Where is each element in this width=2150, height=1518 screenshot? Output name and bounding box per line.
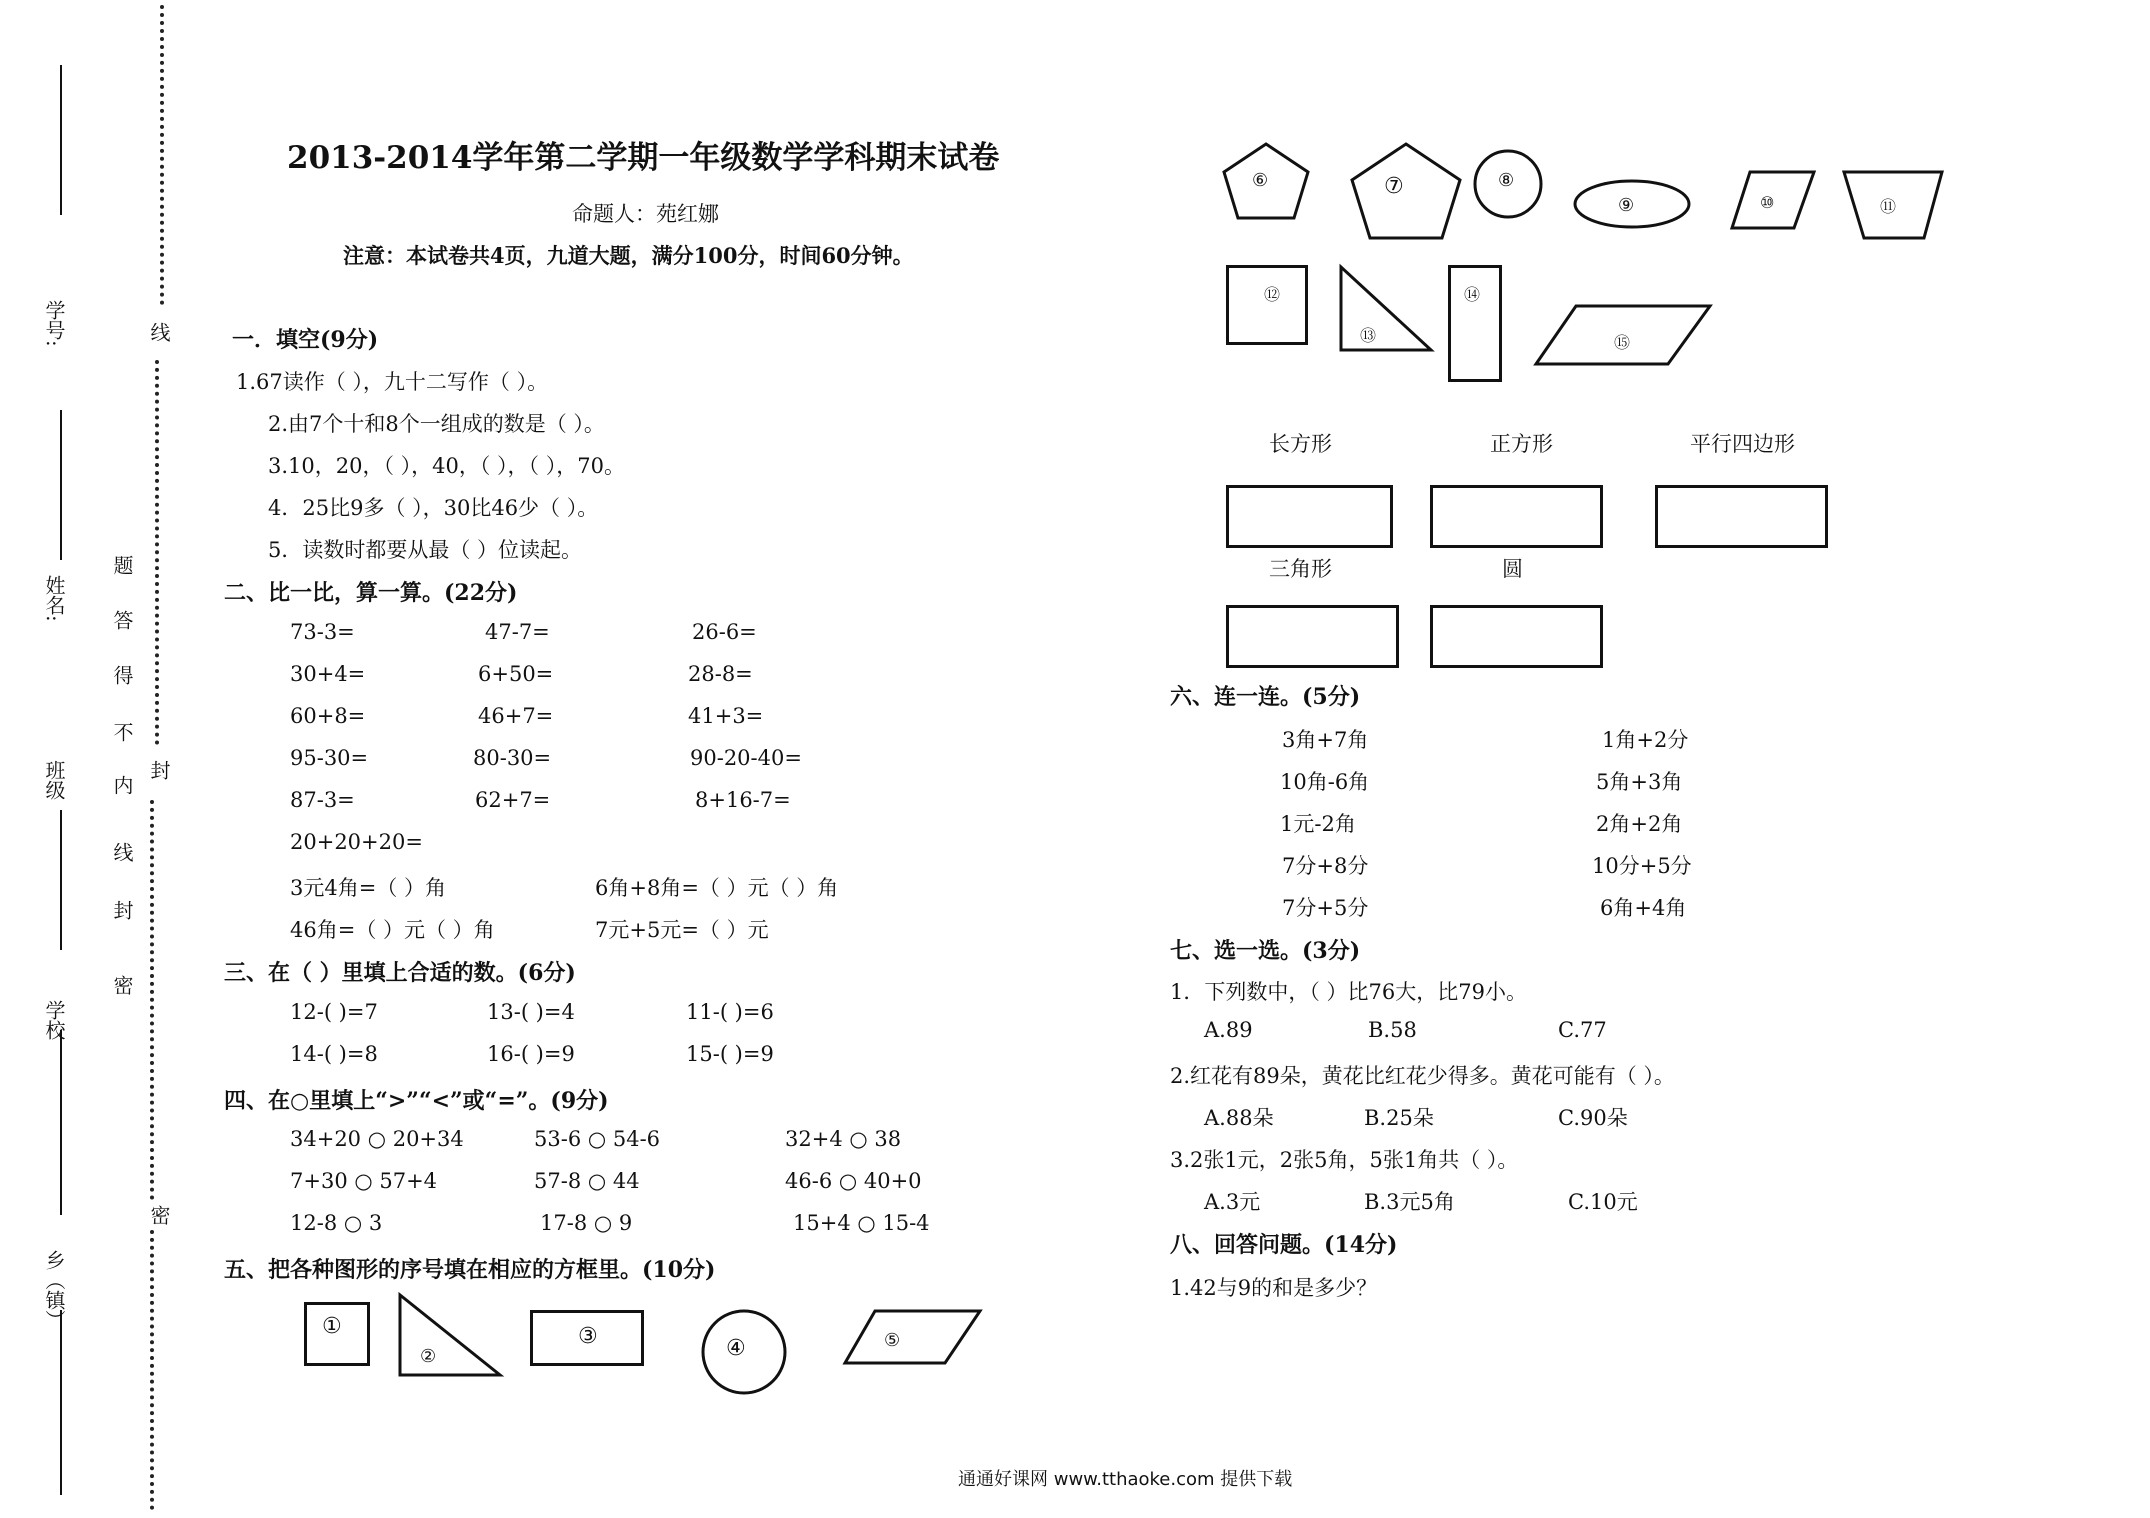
s2-calc: 87-3=	[290, 788, 355, 812]
seal-char: 密	[147, 1205, 171, 1225]
section-7-heading: 七、选一选。(3分)	[1170, 938, 1361, 964]
s2-money: 3元4角=（ ）角	[290, 876, 446, 900]
s7-question: 1．下列数中，（ ）比76大，比79小。	[1170, 980, 1527, 1004]
category-label-circle: 圆	[1502, 557, 1523, 581]
shape-label: ⑤	[884, 1330, 901, 1351]
shape-label: ⑭	[1464, 285, 1481, 304]
s1-item: 3.10，20，（ ），40，（ ），（ ），70。	[268, 454, 625, 478]
s2-calc: 62+7=	[475, 788, 551, 812]
footer-source: 通通好课网 www.tthaoke.com 提供下载	[958, 1469, 1293, 1490]
s3-item: 13-( )=4	[487, 1000, 575, 1024]
category-label-rectangle: 长方形	[1269, 432, 1332, 456]
s3-item: 14-( )=8	[290, 1042, 378, 1066]
field-label-town: 乡（镇）	[42, 1250, 66, 1330]
shape-label: ⑩	[1760, 193, 1775, 212]
s2-money: 6角+8角=（ ）元（ ）角	[595, 876, 839, 900]
s7-option[interactable]: B.3元5角	[1364, 1190, 1455, 1214]
field-label-name: 姓名:	[42, 575, 66, 622]
s1-item: 5．读数时都要从最（ ）位读起。	[268, 538, 583, 562]
s1-item: 2.由7个十和8个一组成的数是（ ）。	[268, 412, 605, 436]
shape-2-triangle	[395, 1290, 505, 1380]
s3-item: 15-( )=9	[686, 1042, 774, 1066]
s6-left-item[interactable]: 10角-6角	[1280, 770, 1370, 794]
category-label-triangle: 三角形	[1269, 557, 1332, 581]
shape-13-triangle	[1336, 262, 1436, 354]
field-line	[60, 1310, 62, 1495]
seal-char: 内	[110, 775, 134, 795]
seal-char: 不	[110, 722, 134, 742]
section-5-heading: 五、把各种图形的序号填在相应的方框里。(10分)	[224, 1257, 716, 1283]
s1-item: 4．25比9多（ ），30比46少（ ）。	[268, 496, 599, 520]
s3-item: 12-( )=7	[290, 1000, 378, 1024]
s6-left-item[interactable]: 3角+7角	[1282, 728, 1369, 752]
s6-right-item[interactable]: 6角+4角	[1600, 896, 1687, 920]
s4-compare: 12-8 ○ 3	[290, 1211, 383, 1235]
s2-calc: 26-6=	[692, 620, 757, 644]
shape-label: ②	[420, 1346, 437, 1367]
s2-calc: 80-30=	[473, 746, 552, 770]
s4-compare: 17-8 ○ 9	[540, 1211, 633, 1235]
field-line	[60, 410, 62, 560]
s4-compare: 46-6 ○ 40+0	[785, 1169, 922, 1193]
shape-label: ⑥	[1252, 170, 1269, 191]
shape-label: ⑧	[1498, 170, 1515, 191]
s2-calc: 41+3=	[688, 704, 764, 728]
shape-label: ⑨	[1618, 195, 1635, 216]
seal-char: 答	[110, 610, 134, 630]
field-line	[60, 810, 62, 950]
s3-item: 16-( )=9	[487, 1042, 575, 1066]
answer-box-circle[interactable]	[1430, 605, 1603, 668]
s1-item: 1.67读作（ ），九十二写作（ ）。	[236, 370, 549, 394]
section-1-heading: 一．填空(9分)	[232, 327, 379, 353]
exam-title: 2013-2014学年第二学期一年级数学学科期末试卷	[287, 140, 1000, 176]
s2-calc: 46+7=	[478, 704, 554, 728]
shape-5-parallelogram	[840, 1306, 985, 1368]
seal-dotted-line	[155, 360, 159, 745]
s6-right-item[interactable]: 5角+3角	[1596, 770, 1683, 794]
s7-question: 2.红花有89朵，黄花比红花少得多。黄花可能有（ ）。	[1170, 1064, 1675, 1088]
s2-calc: 95-30=	[290, 746, 369, 770]
shape-label: ⑮	[1614, 333, 1631, 352]
section-6-heading: 六、连一连。(5分)	[1170, 684, 1361, 710]
s2-calc: 8+16-7=	[695, 788, 791, 812]
s2-money: 7元+5元=（ ）元	[595, 918, 769, 942]
s7-option[interactable]: A.88朵	[1204, 1106, 1274, 1130]
s7-option[interactable]: B.25朵	[1364, 1106, 1434, 1130]
s7-option[interactable]: A.89	[1204, 1018, 1253, 1042]
category-label-parallelogram: 平行四边形	[1690, 432, 1795, 456]
s4-compare: 53-6 ○ 54-6	[534, 1127, 661, 1151]
s6-left-item[interactable]: 1元-2角	[1280, 812, 1356, 836]
field-label-class: 班级	[42, 760, 66, 800]
seal-char: 线	[110, 842, 134, 862]
seal-char: 题	[110, 555, 134, 575]
s4-compare: 15+4 ○ 15-4	[793, 1211, 930, 1235]
s6-right-item[interactable]: 10分+5分	[1592, 854, 1692, 878]
s7-option[interactable]: C.10元	[1568, 1190, 1638, 1214]
s7-option[interactable]: C.90朵	[1558, 1106, 1628, 1130]
seal-char: 封	[110, 900, 134, 920]
answer-box-square[interactable]	[1430, 485, 1603, 548]
s7-option[interactable]: C.77	[1558, 1018, 1607, 1042]
s4-compare: 7+30 ○ 57+4	[290, 1169, 438, 1193]
shape-label: ⑬	[1360, 326, 1377, 345]
answer-box-triangle[interactable]	[1226, 605, 1399, 668]
category-label-square: 正方形	[1490, 432, 1553, 456]
s7-option[interactable]: B.58	[1368, 1018, 1417, 1042]
seal-char: 封	[147, 760, 171, 780]
seal-char: 得	[110, 665, 134, 685]
s2-calc: 73-3=	[290, 620, 355, 644]
s2-money: 46角=（ ）元（ ）角	[290, 918, 495, 942]
s2-calc: 30+4=	[290, 662, 366, 686]
field-label-student-id: 学号:	[42, 300, 66, 347]
field-label-school: 学校	[42, 1000, 66, 1040]
s2-calc: 47-7=	[485, 620, 550, 644]
s2-calc: 60+8=	[290, 704, 366, 728]
field-line	[60, 1030, 62, 1215]
s3-item: 11-( )=6	[686, 1000, 774, 1024]
shape-12-square	[1226, 265, 1308, 345]
s6-left-item[interactable]: 7分+5分	[1282, 896, 1369, 920]
shape-label: ③	[578, 1324, 598, 1349]
shape-label: ⑫	[1264, 285, 1281, 304]
shape-label: ④	[726, 1336, 746, 1361]
section-8-heading: 八、回答问题。(14分)	[1170, 1232, 1398, 1258]
section-2-heading: 二、比一比，算一算。(22分)	[224, 580, 518, 606]
shape-label: ①	[322, 1314, 342, 1339]
s2-calc: 28-8=	[688, 662, 753, 686]
answer-box-parallelogram[interactable]	[1655, 485, 1828, 548]
s6-left-item[interactable]: 7分+8分	[1282, 854, 1369, 878]
s4-compare: 32+4 ○ 38	[785, 1127, 902, 1151]
s2-calc: 6+50=	[478, 662, 554, 686]
s4-compare: 57-8 ○ 44	[534, 1169, 640, 1193]
exam-author: 命题人：苑红娜	[572, 202, 719, 226]
seal-dotted-line	[150, 1230, 154, 1510]
s8-question: 1.42与9的和是多少？	[1170, 1276, 1378, 1300]
s7-option[interactable]: A.3元	[1204, 1190, 1261, 1214]
s2-calc: 90-20-40=	[690, 746, 802, 770]
s4-compare: 34+20 ○ 20+34	[290, 1127, 464, 1151]
seal-char: 线	[147, 322, 171, 342]
field-line	[60, 65, 62, 215]
section-4-heading: 四、在○里填上“>”“<”或“=”。(9分)	[224, 1088, 609, 1114]
seal-dotted-line	[150, 800, 154, 1200]
exam-notice: 注意：本试卷共4页，九道大题，满分100分，时间60分钟。	[343, 243, 914, 268]
s6-right-item[interactable]: 2角+2角	[1596, 812, 1683, 836]
s2-calc: 20+20+20=	[290, 830, 423, 854]
shape-label: ⑪	[1880, 197, 1897, 216]
shape-label: ⑦	[1384, 174, 1404, 199]
shape-7-pentagon	[1348, 140, 1464, 242]
s7-question: 3.2张1元，2张5角，5张1角共（ ）。	[1170, 1148, 1519, 1172]
seal-char: 密	[110, 975, 134, 995]
answer-box-rectangle[interactable]	[1226, 485, 1393, 548]
seal-dotted-line	[160, 5, 164, 305]
s6-right-item[interactable]: 1角+2分	[1602, 728, 1689, 752]
section-3-heading: 三、在（ ）里填上合适的数。(6分)	[224, 960, 576, 986]
